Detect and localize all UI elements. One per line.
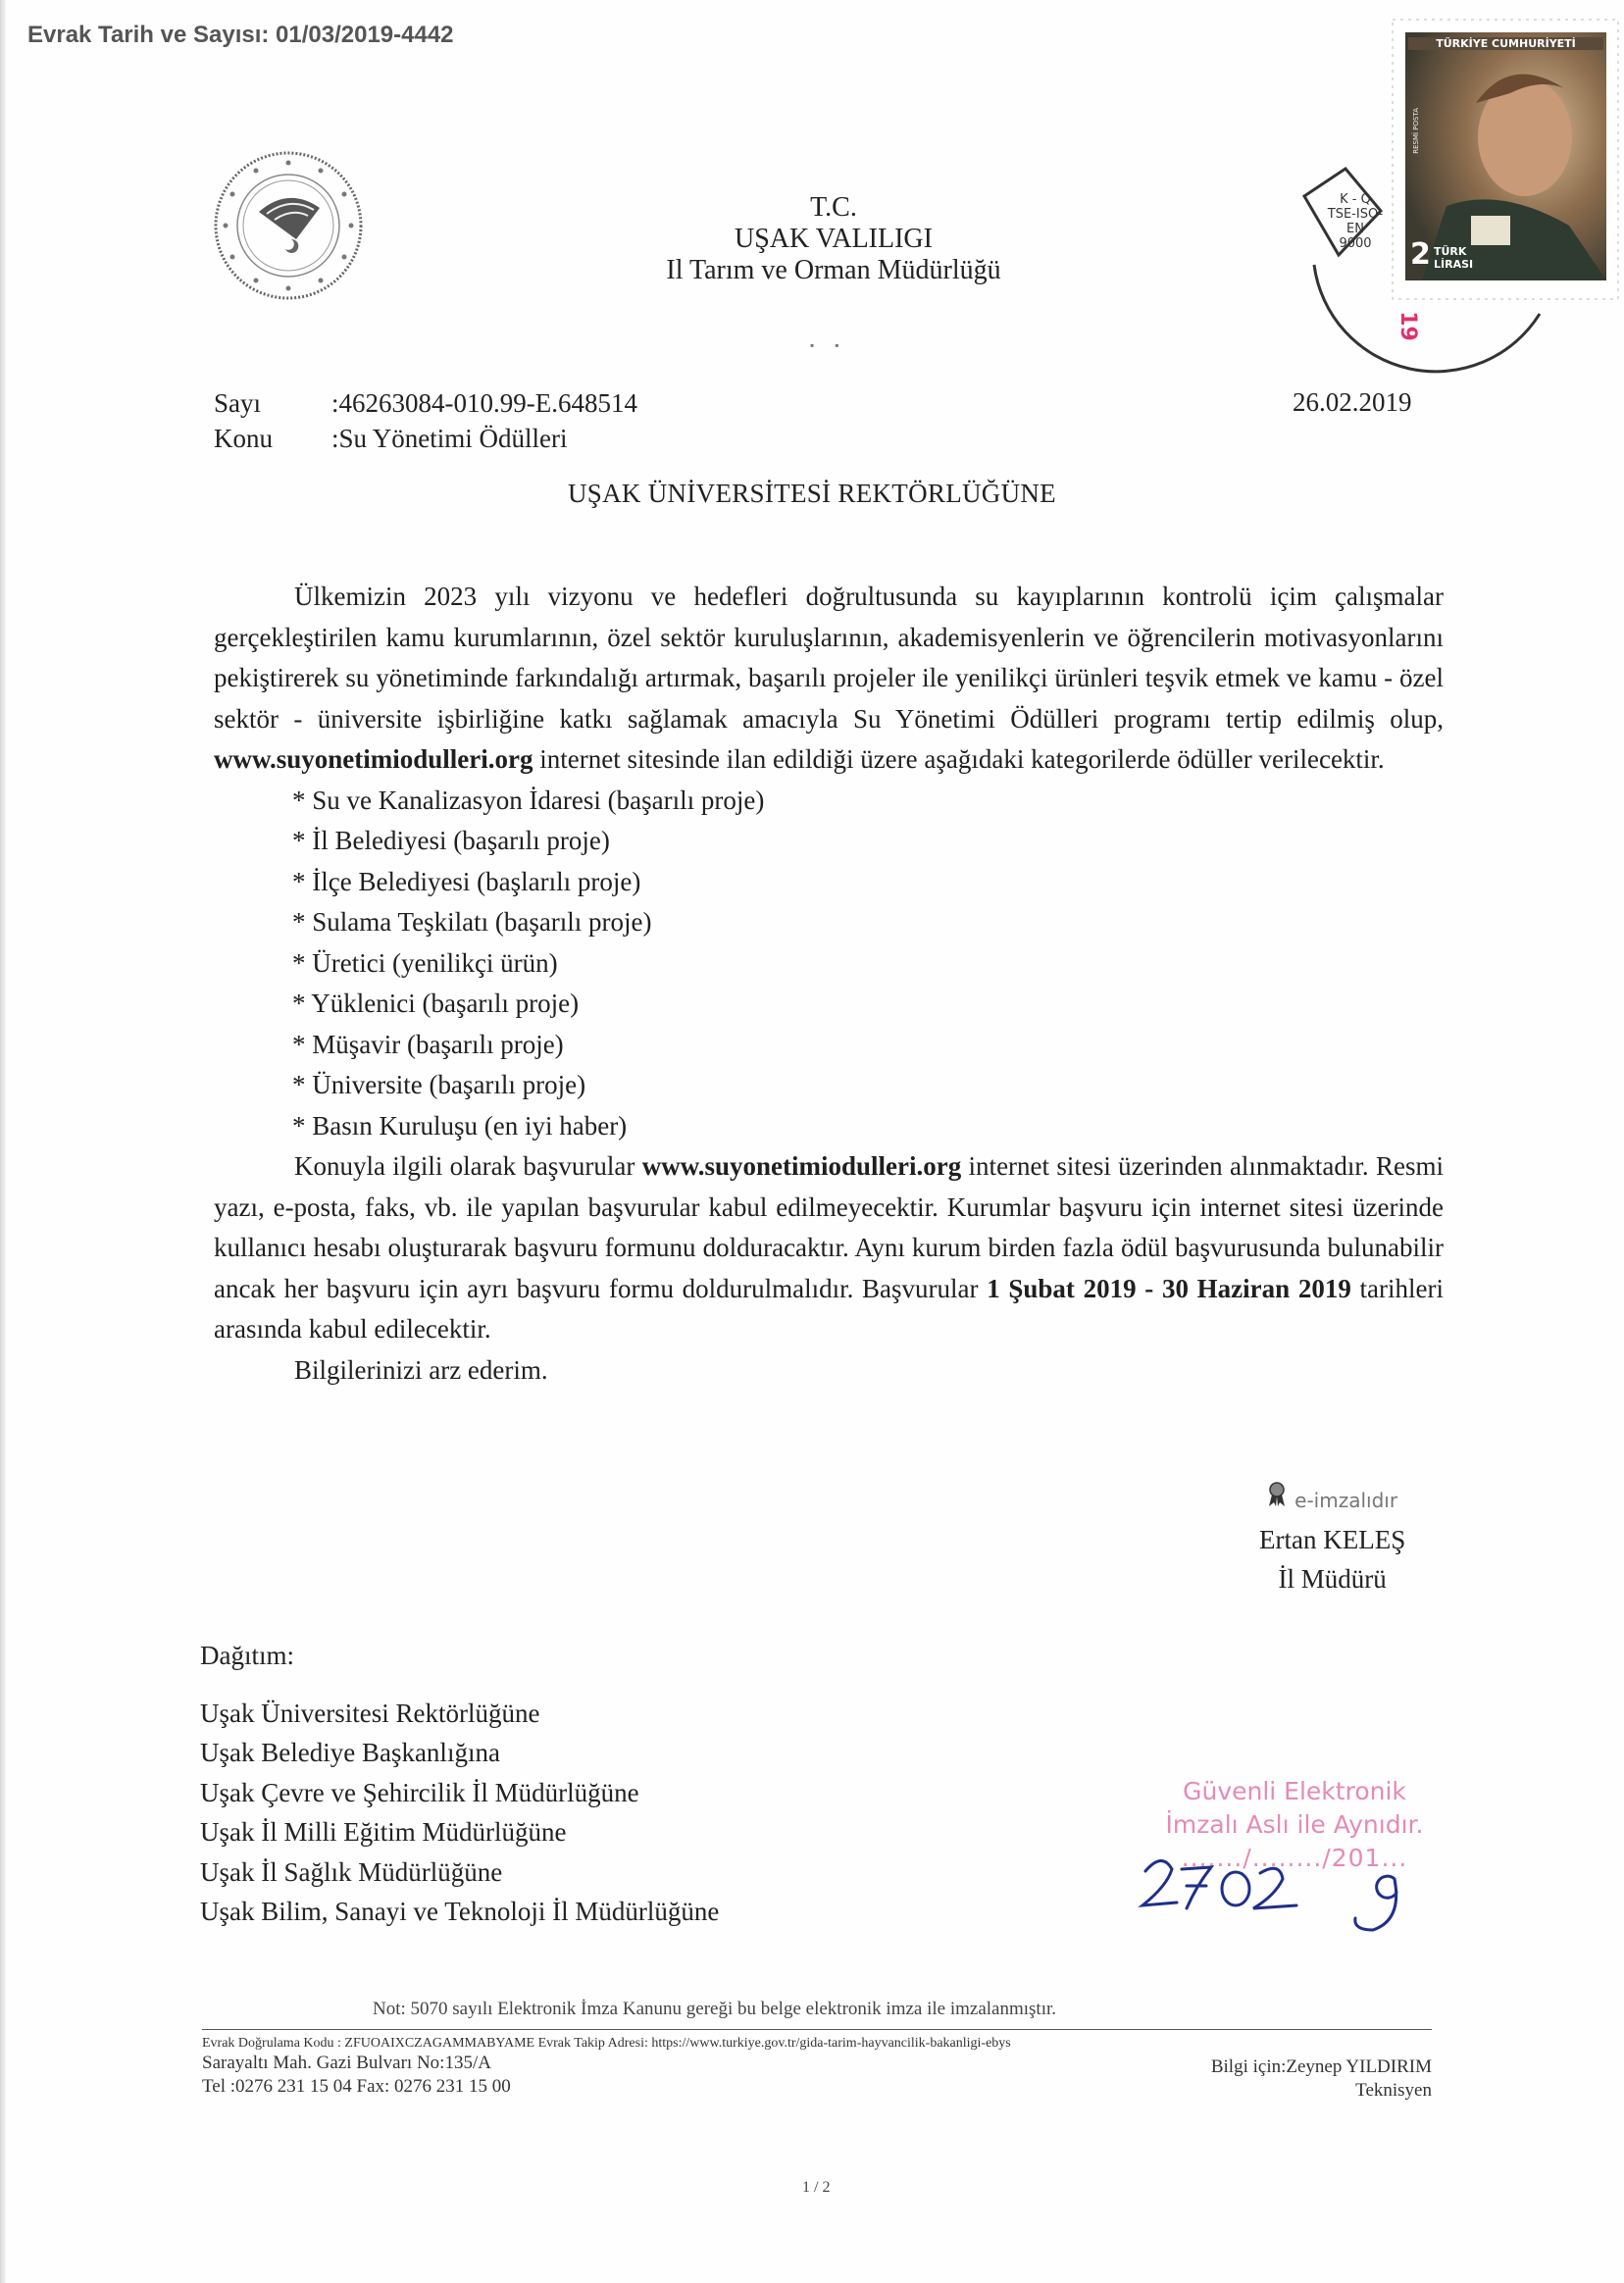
para2-text-mid: internet sitesi üzerinden alınmaktadır. Resmi yazı, e-posta, faks, vb. ile yapılan başvurular kabul edilmeyecektir. Kurumlar başvuru için internet sitesi üzerinde kullanıcı hesabı oluşturarak başvuru formunu dolduracaktır. Aynı kurum birden fazla ödül başvurusunda bulunabilir ancak her başvuru için ayrı başvuru formu doldurulmalıdır. Başvurular <box>214 1151 1444 1303</box>
document-date: 26.02.2019 <box>1293 387 1412 417</box>
para1-text: Ülkemizin 2023 yılı vizyonu ve hedefleri doğrultusunda su kayıplarının kontrolü içim çalışmalar gerçekleştirilen kamu kurumlarının, özel sektör kuruluşlarının, akademisyenlerin ve öğrencilerin motivasyonlarını pekiştirerek su yönetiminde farkındalığı artırmak, başarılı projeler ile yenilikçi ürünleri teşvik etmek ve kamu - özel sektör - üniversite işbirliğine katkı sağlamak amacıyla Su Yönetimi Ödülleri programı tertip edilmiş olup, <box>214 582 1444 734</box>
distribution-item: Uşak Belediye Başkanlığına <box>200 1738 500 1767</box>
closing-line: Bilgilerinizi arz ederim. <box>294 1354 548 1385</box>
stamp-value-text1: TÜRK <box>1434 245 1467 258</box>
handwritten-date <box>1128 1852 1481 1950</box>
paragraph-2 <box>214 1146 1444 1350</box>
address: Sarayaltı Mah. Gazi Bulvarı No:135/A <box>202 2053 491 2073</box>
para2-text: Konuyla ilgili olarak başvurular <box>294 1151 642 1181</box>
website-link[interactable]: www.suyonetimiodulleri.org <box>641 1151 962 1181</box>
category-item: * Üretici (yenilikçi ürün) <box>292 947 558 978</box>
para2-text-end: tarihleri arasında kabul edilecektir. <box>214 1273 1444 1344</box>
contact-person: Bilgi için:Zeynep YILDIRIM <box>1210 2056 1432 2077</box>
signature-block <box>1259 1481 1405 1598</box>
institution-line-tc: T.C. <box>810 192 857 223</box>
postage-stamp-area <box>1275 10 1624 402</box>
institution-line-directorate: Il Tarım ve Orman Müdürlüğü <box>666 255 1001 285</box>
website-link[interactable]: www.suyonetimiodulleri.org <box>214 744 533 774</box>
distribution-item: Uşak Çevre ve Şehircilik İl Müdürlüğüne <box>200 1777 639 1807</box>
esign-footnote: Not: 5070 sayılı Elektronik İmza Kanunu gereği bu belge elektronik imza ile imzalanmıştır. <box>373 1999 1057 2019</box>
category-item: * Su ve Kanalizasyon İdaresi (başarılı proje) <box>292 785 765 815</box>
institution-header <box>588 192 1079 286</box>
esign-indicator <box>1259 1481 1405 1520</box>
distribution-item: Uşak İl Milli Eğitim Müdürlüğüne <box>200 1817 567 1847</box>
postmark-certification <box>1319 192 1392 251</box>
institution-line-governorship: UŞAK VALILIGI <box>735 224 933 254</box>
category-item: * Yüklenici (başarılı proje) <box>292 989 580 1018</box>
sayi-value: :46263084-010.99-E.648514 <box>331 388 637 418</box>
contact-title: Teknisyen <box>1355 2080 1432 2101</box>
cert-line: K - Q <box>1340 192 1371 207</box>
verification-code[interactable]: Evrak Doğrulama Kodu : ZFUOAIXCZAGAMMABYAME Evrak Takip Adresi: https://www.turkiye.gov.tr/gida-tarim-hayvancilik-bakanligi-ebys <box>202 2036 1011 2051</box>
stamp-side-text: RESMİ POSTA <box>1412 108 1420 154</box>
application-dates: 1 Şubat 2019 - 30 Haziran 2019 <box>987 1273 1351 1303</box>
copy-stamp-line1: Güvenli Elektronik <box>1183 1777 1406 1805</box>
stamp-value-text2: LİRASI <box>1434 258 1474 271</box>
meta-subject-row <box>214 421 637 456</box>
letter-body <box>214 577 1444 1391</box>
distribution-item: Uşak Üniversitesi Rektörlüğüne <box>200 1698 540 1728</box>
signatory-title: İl Müdürü <box>1278 1564 1387 1594</box>
distribution-item: Uşak İl Sağlık Müdürlüğüne <box>200 1856 503 1887</box>
category-item: * Müşavir (başarılı proje) <box>292 1029 564 1059</box>
cert-line: 9000 <box>1339 236 1372 251</box>
distribution-title: Dağıtım: <box>200 1641 294 1670</box>
scan-specks: ▪ ▪ <box>810 338 839 352</box>
phone-fax: Tel :0276 231 15 04 Fax: 0276 231 15 00 <box>202 2076 511 2097</box>
footer <box>202 2036 1432 2099</box>
category-item: * İl Belediyesi (başarılı proje) <box>292 826 610 855</box>
konu-label: Konu <box>214 424 273 453</box>
distribution-item: Uşak Bilim, Sanayi ve Teknoloji İl Müdürlüğüne <box>200 1897 720 1926</box>
scan-edge <box>0 0 6 2283</box>
sayi-label: Sayı <box>214 388 262 418</box>
award-categories <box>214 781 1444 1147</box>
postmark-date: 19 <box>1395 311 1420 341</box>
ministry-seal-icon <box>210 147 367 304</box>
page-number: 1 / 2 <box>802 2179 831 2196</box>
para1-text-end: internet sitesinde ilan edildiği üzere aşağıdaki kategorilerde ödüller verilecektir. <box>533 744 1385 774</box>
category-item: * Basın Kuruluşu (en iyi haber) <box>292 1110 628 1141</box>
stamp-value-number: 2 <box>1410 237 1431 272</box>
esign-label: e-imzalıdır <box>1294 1489 1398 1512</box>
distribution-list <box>200 1636 719 1932</box>
footer-divider <box>202 2029 1432 2030</box>
copy-stamp-line2: İmzalı Aslı ile Aynıdır. <box>1165 1810 1424 1839</box>
category-item: * Üniversite (başarılı proje) <box>292 1070 586 1099</box>
copy-stamp-date-blank: ......./......../201... <box>1181 1844 1408 1872</box>
paragraph-1 <box>214 577 1444 781</box>
category-item: * İlçe Belediyesi (başlarılı proje) <box>292 866 641 896</box>
stamp-country: TÜRKİYE CUMHURİYETİ <box>1408 37 1603 50</box>
recipient-heading: UŞAK ÜNİVERSİTESİ REKTÖRLÜĞÜNE <box>568 479 1056 508</box>
cert-line: TSE-ISO-EN <box>1327 207 1384 236</box>
konu-value: :Su Yönetimi Ödülleri <box>331 424 568 453</box>
contact-block <box>1211 2055 1432 2103</box>
document-meta <box>214 385 637 456</box>
document-registry-stamp: Evrak Tarih ve Sayısı: 01/03/2019-4442 <box>27 22 454 48</box>
meta-number-row <box>214 385 637 421</box>
signatory-name: Ertan KELEŞ <box>1259 1525 1406 1554</box>
ribbon-award-icon <box>1267 1481 1287 1520</box>
category-item: * Sulama Teşkilatı (başarılı proje) <box>292 907 652 937</box>
